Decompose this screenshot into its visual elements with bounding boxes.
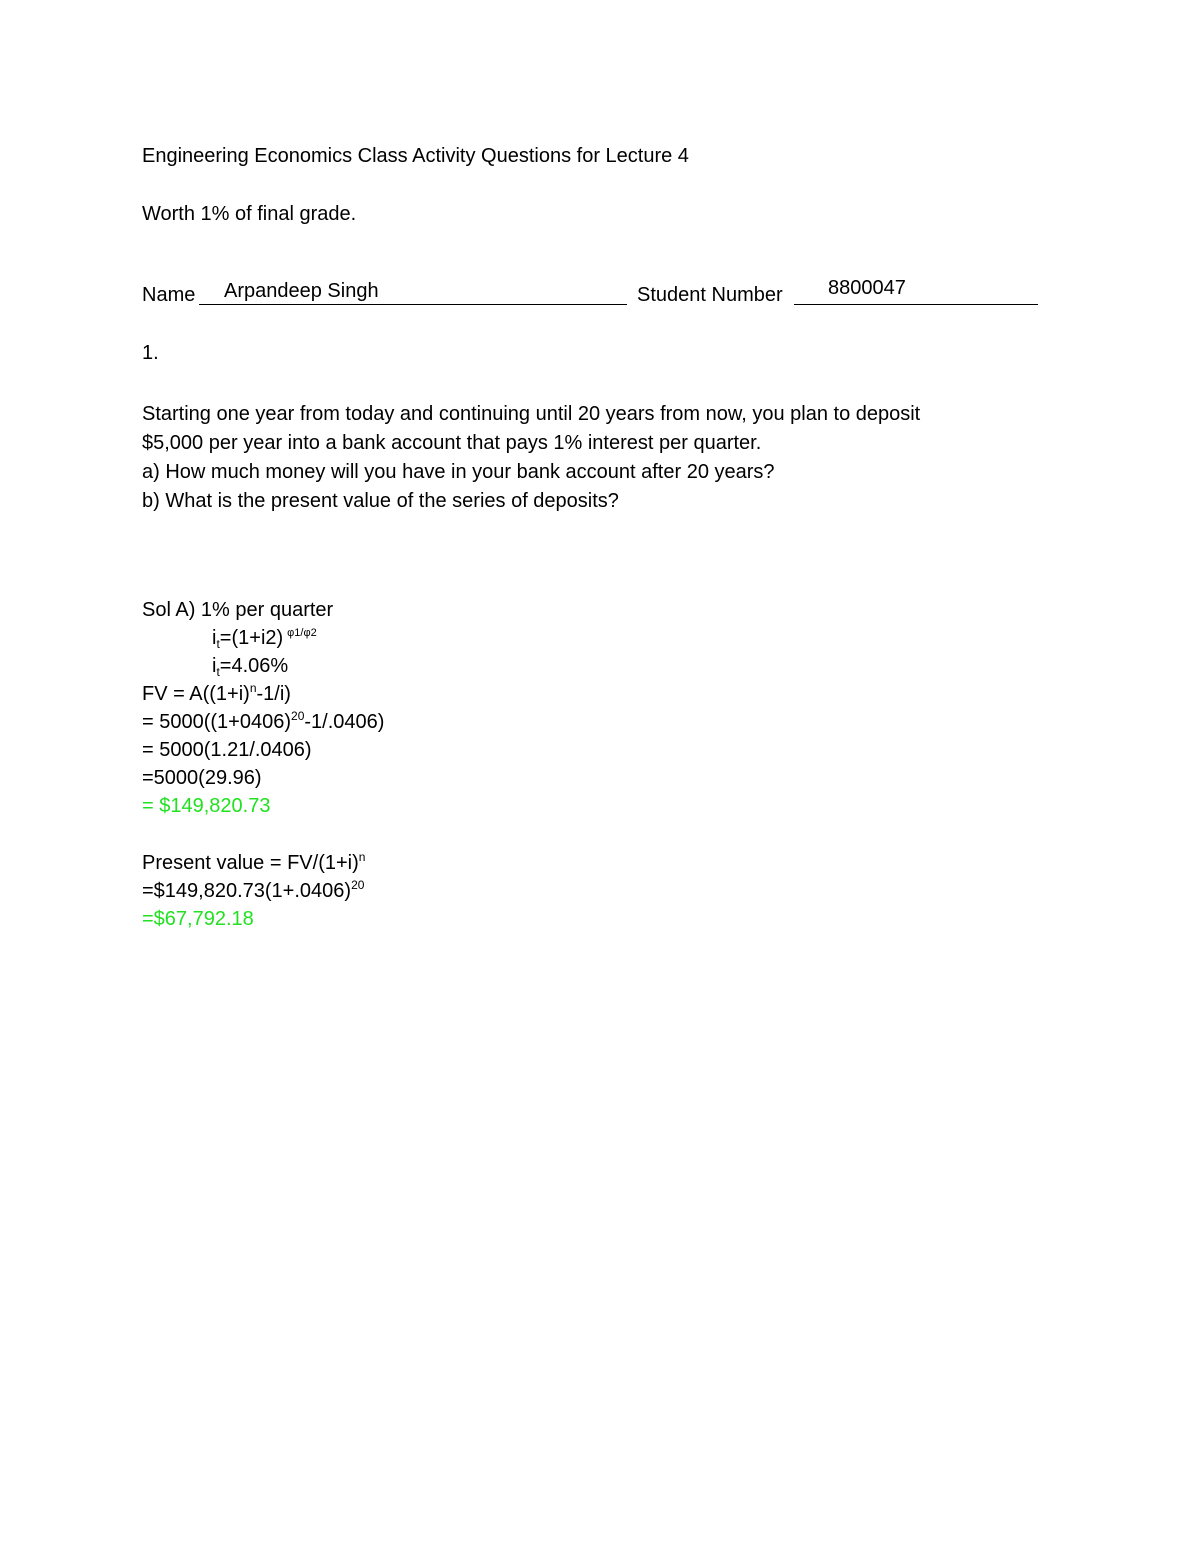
answer-b: =$67,792.18	[142, 908, 254, 930]
effective-rate-formula	[212, 625, 317, 651]
rate-value: =4.06%	[219, 655, 289, 677]
pv-formula	[142, 850, 365, 876]
rate-expression: =(1+i2)	[219, 627, 284, 649]
calc-exponent: 20	[291, 709, 305, 723]
rate-symbol: i	[212, 627, 217, 649]
question-number: 1.	[142, 342, 159, 364]
calc-step-end: -1/.0406)	[304, 711, 385, 733]
solution-heading: Sol A) 1% per quarter	[142, 599, 334, 621]
pv-calc-exponent: 20	[351, 878, 365, 892]
student-number-underline	[794, 304, 1038, 305]
student-number-value: 8800047	[828, 277, 906, 299]
grade-weight-note: Worth 1% of final grade.	[142, 203, 357, 225]
rate-symbol: i	[212, 655, 217, 677]
fv-formula-end: -1/i)	[256, 683, 291, 705]
calc-step-start: = 5000((1+0406)	[142, 711, 292, 733]
name-underline	[199, 304, 627, 305]
pv-exponent: n	[358, 850, 366, 864]
question-part-b: b) What is the present value of the series of deposits?	[142, 490, 619, 512]
fv-formula	[142, 681, 291, 707]
fv-exponent: n	[249, 681, 257, 695]
student-number-label: Student Number	[637, 284, 783, 306]
name-label: Name	[142, 284, 196, 306]
answer-a: = $149,820.73	[142, 795, 271, 817]
rate-subscript: t	[216, 665, 220, 679]
rate-exponent: φ1/φ2	[287, 627, 317, 639]
effective-rate-value	[212, 653, 288, 679]
fv-calc-step-1	[142, 709, 384, 735]
fv-calc-step-2: = 5000(1.21/.0406)	[142, 739, 312, 761]
document-title: Engineering Economics Class Activity Questions for Lecture 4	[142, 145, 689, 167]
question-part-a: a) How much money will you have in your bank account after 20 years?	[142, 461, 775, 483]
pv-calc	[142, 878, 364, 904]
student-info-row	[142, 277, 1042, 310]
question-text-line-1: Starting one year from today and continuing until 20 years from now, you plan to deposit	[142, 403, 921, 425]
rate-subscript: t	[216, 637, 220, 651]
fv-calc-step-3: =5000(29.96)	[142, 767, 262, 789]
question-text-line-2: $5,000 per year into a bank account that pays 1% interest per quarter.	[142, 432, 762, 454]
fv-formula-start: FV = A((1+i)	[142, 683, 250, 705]
pv-formula-text: Present value = FV/(1+i)	[142, 852, 359, 874]
pv-calc-text: =$149,820.73(1+.0406)	[142, 880, 352, 902]
name-value: Arpandeep Singh	[224, 280, 379, 302]
